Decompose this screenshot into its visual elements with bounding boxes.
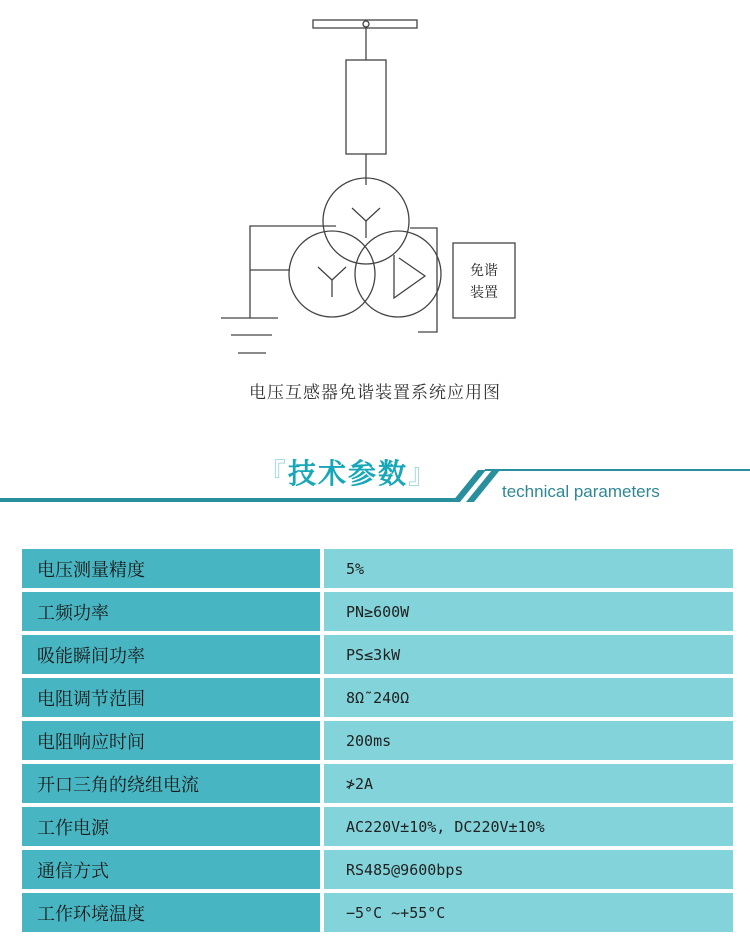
param-name: 工作环境温度	[22, 891, 322, 934]
param-name: 工作电源	[22, 805, 322, 848]
param-value: RS485@9600bps	[322, 848, 733, 891]
param-value: PS≤3kW	[322, 633, 733, 676]
winding-right	[355, 231, 441, 317]
parameters-table	[22, 549, 733, 936]
table-row	[22, 590, 733, 633]
table-row	[22, 676, 733, 719]
device-label-line1: 免谐	[470, 263, 498, 279]
param-name: 开口三角的绕组电流	[22, 762, 322, 805]
device-label-line2: 装置	[470, 285, 498, 301]
param-name: 电压测量精度	[22, 549, 322, 590]
table-row	[22, 891, 733, 934]
param-value: 8Ω˜240Ω	[322, 676, 733, 719]
section-title-text: 技术参数	[288, 457, 409, 490]
diagram-caption: 电压互感器免谐装置系统应用图	[249, 383, 501, 403]
param-value: −5°C ~+55°C	[322, 891, 733, 934]
bracket-right: 』	[408, 457, 439, 490]
bracket-left: 『	[258, 457, 289, 490]
table-row	[22, 848, 733, 891]
section-header	[0, 448, 750, 518]
harmonic-elimination-device-box	[453, 243, 515, 318]
param-value: PN≥600W	[322, 590, 733, 633]
table-row	[22, 633, 733, 676]
section-subtitle: technical parameters	[502, 482, 660, 501]
param-name: 吸能瞬间功率	[22, 633, 322, 676]
param-value: ≯2A	[322, 762, 733, 805]
table-row	[22, 805, 733, 848]
param-value: AC220V±10%, DC220V±10%	[322, 805, 733, 848]
table-row	[22, 719, 733, 762]
circuit-diagram	[0, 0, 750, 360]
section-title	[258, 452, 438, 492]
winding-left	[289, 231, 375, 317]
bus-node	[363, 21, 369, 27]
table-row	[22, 762, 733, 805]
param-name: 通信方式	[22, 848, 322, 891]
table-row	[22, 549, 733, 590]
param-value: 200ms	[322, 719, 733, 762]
fuse	[346, 60, 386, 154]
param-value: 5%	[322, 549, 733, 590]
param-name: 工频功率	[22, 590, 322, 633]
param-name: 电阻调节范围	[22, 676, 322, 719]
param-name: 电阻响应时间	[22, 719, 322, 762]
